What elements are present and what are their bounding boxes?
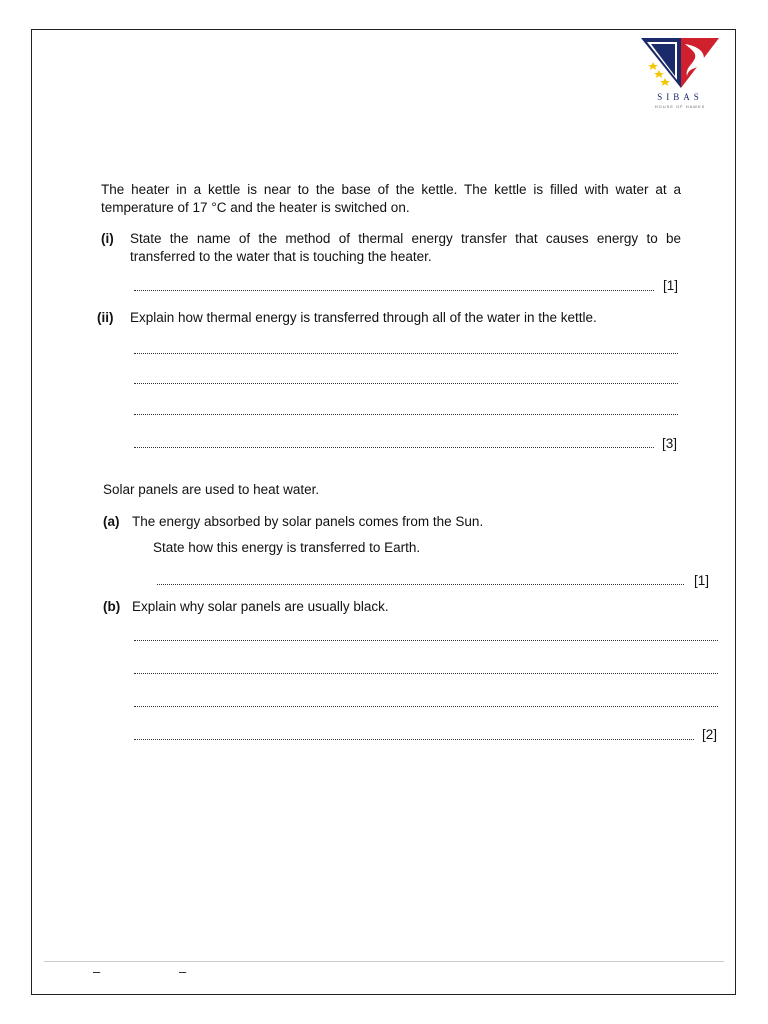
solar-intro: Solar panels are used to heat water. <box>103 482 320 497</box>
logo-wordmark: SIBAS <box>657 92 703 102</box>
question-ii-label: (ii) <box>97 310 114 325</box>
mark-a: [1] <box>694 573 710 588</box>
answer-line-ii-4[interactable] <box>134 447 654 448</box>
question-b-text: Explain why solar panels are usually black. <box>132 599 389 614</box>
answer-line-a[interactable] <box>157 584 684 585</box>
question-a-label: (a) <box>103 514 120 529</box>
answer-line-i[interactable] <box>134 290 654 291</box>
question-a-text: The energy absorbed by solar panels comes from the Sun. <box>132 514 484 529</box>
sibas-logo <box>637 36 723 116</box>
question-ii-text: Explain how thermal energy is transferred through all of the water in the kettle. <box>130 310 597 325</box>
question-b-label: (b) <box>103 599 121 614</box>
mark-b: [2] <box>702 727 718 742</box>
footer-dash-right: – <box>179 964 187 979</box>
question-a-subtext: State how this energy is transferred to Earth. <box>153 540 421 555</box>
hawk-shield-icon <box>637 36 723 92</box>
mark-i: [1] <box>663 278 679 293</box>
answer-line-b-2[interactable] <box>134 673 718 674</box>
answer-line-ii-3[interactable] <box>134 414 678 415</box>
answer-line-b-3[interactable] <box>134 706 718 707</box>
question-intro: The heater in a kettle is near to the base of the kettle. The kettle is filled with water at a temperature of 17 °C and the heater is switched on. <box>101 182 681 215</box>
footer-dash-left: – <box>93 964 101 979</box>
answer-line-ii-2[interactable] <box>134 383 678 384</box>
answer-line-b-1[interactable] <box>134 640 718 641</box>
question-i-text: State the name of the method of thermal energy transfer that causes energy to be transferred to the water that is touching the heater. <box>130 231 681 264</box>
answer-line-b-4[interactable] <box>134 739 694 740</box>
footer-divider <box>44 961 724 962</box>
page-frame <box>31 29 736 995</box>
mark-ii: [3] <box>662 436 678 451</box>
question-i-label: (i) <box>101 231 114 246</box>
logo-tagline: HOUSE OF HAWKS <box>654 104 706 109</box>
answer-line-ii-1[interactable] <box>134 353 678 354</box>
